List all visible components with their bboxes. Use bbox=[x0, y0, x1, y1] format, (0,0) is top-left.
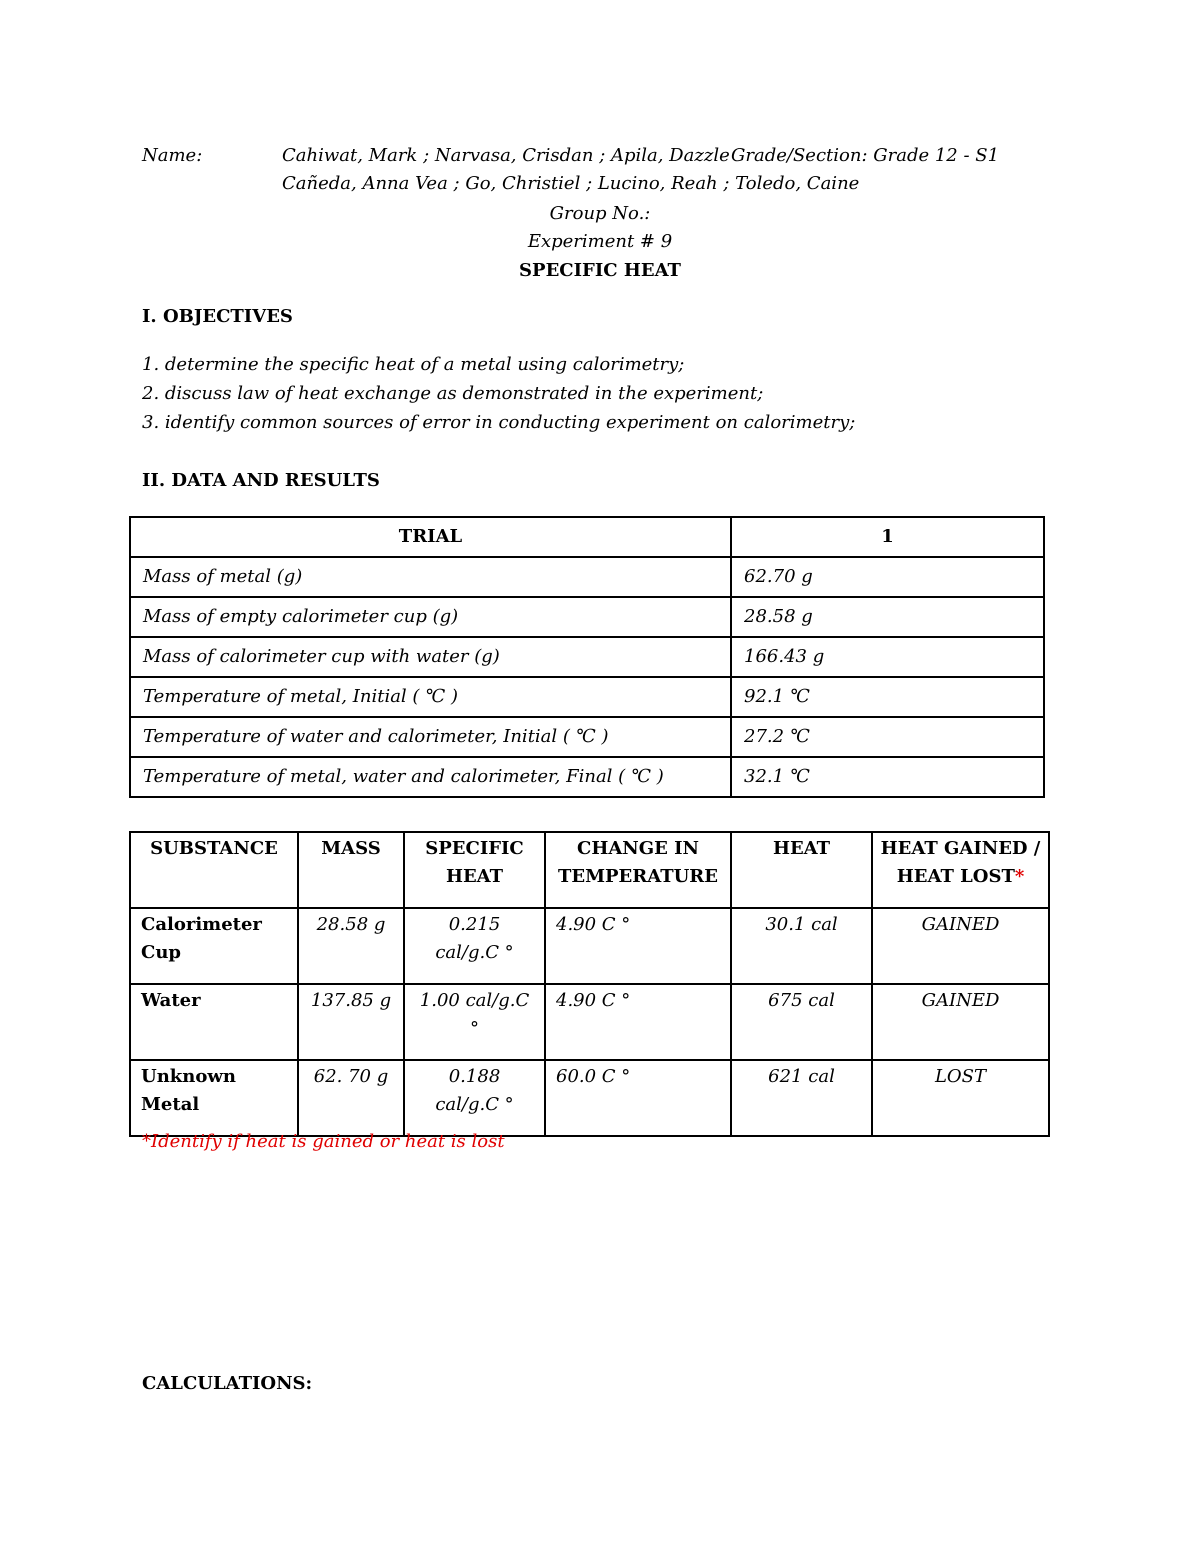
substance-name: Water bbox=[130, 984, 298, 1060]
row-label: Temperature of water and calorimeter, Initial ( ℃ ) bbox=[130, 717, 731, 757]
temperature-change-cell: 4.90 C ° bbox=[545, 984, 731, 1060]
row-label: Temperature of metal, Initial ( ℃ ) bbox=[130, 677, 731, 717]
temperature-change-cell: 4.90 C ° bbox=[545, 908, 731, 984]
row-label: Mass of empty calorimeter cup (g) bbox=[130, 597, 731, 637]
mass-cell: 28.58 g bbox=[298, 908, 404, 984]
asterisk-marker: * bbox=[1014, 866, 1025, 887]
header-cell: SUBSTANCE bbox=[130, 832, 298, 908]
heat-cell: 30.1 cal bbox=[731, 908, 872, 984]
header-cell: SPECIFIC HEAT bbox=[404, 832, 545, 908]
table-row bbox=[130, 597, 1044, 637]
header-cell: HEAT bbox=[731, 832, 872, 908]
row-label: Temperature of metal, water and calorimeter, Final ( ℃ ) bbox=[130, 757, 731, 797]
names-line-2: Cañeda, Anna Vea ; Go, Christiel ; Lucino, Reah ; Toledo, Caine bbox=[282, 173, 860, 194]
table-header-row bbox=[130, 517, 1044, 557]
row-value: 62.70 g bbox=[731, 557, 1044, 597]
objectives-heading: I. OBJECTIVES bbox=[142, 306, 293, 327]
data-results-heading: II. DATA AND RESULTS bbox=[142, 470, 380, 491]
header-cell: TRIAL bbox=[130, 517, 731, 557]
temperature-change-cell: 60.0 C ° bbox=[545, 1060, 731, 1136]
specific-heat-cell: 1.00 cal/g.C ° bbox=[404, 984, 545, 1060]
substance-name: Unknown Metal bbox=[130, 1060, 298, 1136]
specific-heat-cell: 0.188 cal/g.C ° bbox=[404, 1060, 545, 1136]
table-row bbox=[130, 677, 1044, 717]
experiment-number: Experiment # 9 bbox=[527, 231, 673, 252]
table-row bbox=[130, 908, 1049, 984]
row-value: 28.58 g bbox=[731, 597, 1044, 637]
substance-name: Calorimeter Cup bbox=[130, 908, 298, 984]
page-title: SPECIFIC HEAT bbox=[519, 260, 681, 281]
table-row bbox=[130, 717, 1044, 757]
heat-cell: 621 cal bbox=[731, 1060, 872, 1136]
table-footnote: *Identify if heat is gained or heat is lost bbox=[142, 1131, 505, 1152]
header-cell: CHANGE IN TEMPERATURE bbox=[545, 832, 731, 908]
heat-gained-lost-cell: GAINED bbox=[872, 984, 1049, 1060]
heat-gained-lost-cell: GAINED bbox=[872, 908, 1049, 984]
row-value: 27.2 ℃ bbox=[731, 717, 1044, 757]
heat-gained-lost-cell: LOST bbox=[872, 1060, 1049, 1136]
row-value: 166.43 g bbox=[731, 637, 1044, 677]
table-header-row bbox=[130, 832, 1049, 908]
objective-item: 1. determine the specific heat of a metal using calorimetry; bbox=[142, 354, 685, 375]
row-value: 32.1 ℃ bbox=[731, 757, 1044, 797]
group-number: Group No.: bbox=[549, 203, 651, 224]
heat-cell: 675 cal bbox=[731, 984, 872, 1060]
header-cell: 1 bbox=[731, 517, 1044, 557]
row-label: Mass of calorimeter cup with water (g) bbox=[130, 637, 731, 677]
header-cell: MASS bbox=[298, 832, 404, 908]
table-row bbox=[130, 984, 1049, 1060]
objective-item: 2. discuss law of heat exchange as demonstrated in the experiment; bbox=[142, 383, 764, 404]
row-value: 92.1 ℃ bbox=[731, 677, 1044, 717]
table-row bbox=[130, 557, 1044, 597]
name-label: Name: bbox=[142, 145, 203, 166]
calculations-heading: CALCULATIONS: bbox=[142, 1373, 313, 1394]
names-line-1: Cahiwat, Mark ; Narvasa, Crisdan ; Apila, Dazzle bbox=[282, 145, 730, 166]
grade-section: Grade/Section: Grade 12 - S1 bbox=[731, 145, 1000, 166]
specific-heat-cell: 0.215 cal/g.C ° bbox=[404, 908, 545, 984]
table-row bbox=[130, 637, 1044, 677]
table-row bbox=[130, 1060, 1049, 1136]
substance-table bbox=[129, 831, 1050, 1137]
mass-cell: 62. 70 g bbox=[298, 1060, 404, 1136]
header-text: HEAT GAINED / HEAT LOST bbox=[880, 838, 1041, 887]
mass-cell: 137.85 g bbox=[298, 984, 404, 1060]
row-label: Mass of metal (g) bbox=[130, 557, 731, 597]
header-cell bbox=[872, 832, 1049, 908]
table-row bbox=[130, 757, 1044, 797]
objective-item: 3. identify common sources of error in conducting experiment on calorimetry; bbox=[142, 412, 856, 433]
trial-table bbox=[129, 516, 1045, 798]
